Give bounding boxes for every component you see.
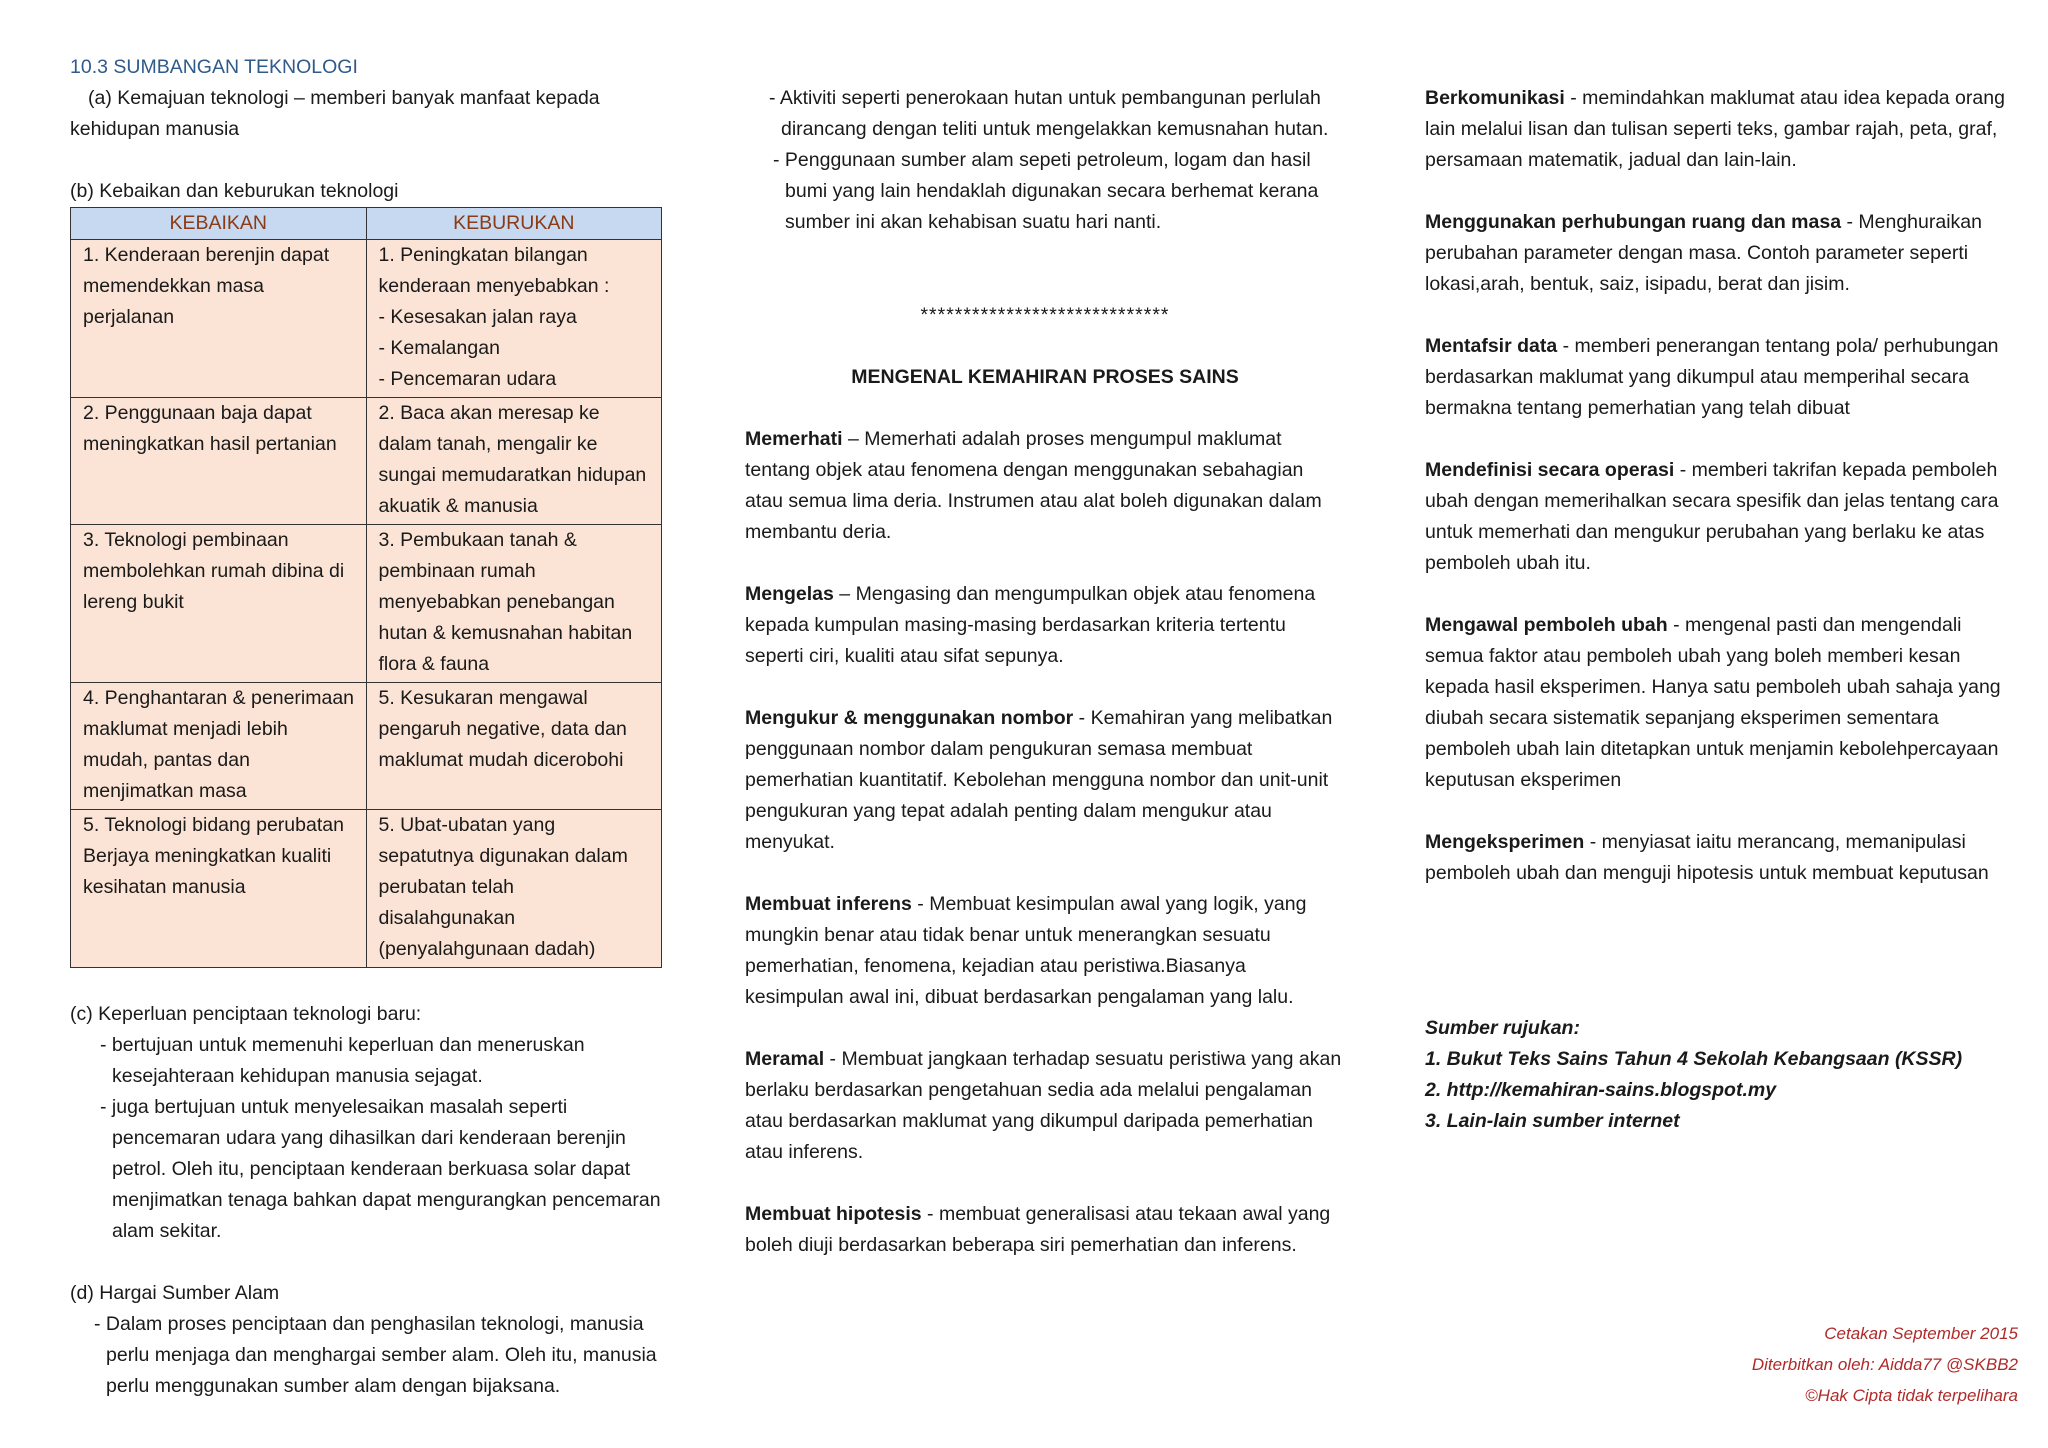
skill-desc: memberi takrifan kepada pemboleh ubah dengan memerihalkan secara spesifik dan jelas tentang cara untuk memerhati dan mengukur perubahan yang berlaku ke atas pemboleh ubah itu.: [1425, 459, 1999, 574]
skill-desc: membuat generalisasi atau tekaan awal yang boleh diuji berdasarkan beberapa siri pemerhatian dan inferens.: [745, 1203, 1331, 1256]
point-d-heading: (d) Hargai Sumber Alam: [70, 1282, 280, 1304]
column-right: [1425, 52, 2025, 1137]
skill-berkomunikasi: Berkomunikasi - memindahkan maklumat atau idea kepada orang lain melalui lisan dan tulisan seperti teks, gambar rajah, peta, graf, persamaan matematik, jadual dan lain-lain.: [1425, 87, 2005, 171]
skill-desc: Mengasing dan mengumpulkan objek atau fenomena kepada kumpulan masing-masing berdasarkan kriteria tertentu seperti ciri, kualiti atau sifat sepunya.: [745, 583, 1316, 667]
skill-term: Mendefinisi secara operasi: [1425, 459, 1675, 481]
table-row: [71, 240, 662, 398]
skill-term: Membuat inferens: [745, 893, 912, 915]
skill-desc: memindahkan maklumat atau idea kepada orang lain melalui lisan dan tulisan seperti teks, gambar rajah, peta, graf, persamaan matematik, jadual dan lain-lain.: [1425, 87, 2005, 171]
cons-line: - Pencemaran udara: [378, 368, 557, 390]
table-header-row: [71, 208, 662, 240]
skill-meramal: Meramal - Membuat jangkaan terhadap sesuatu peristiwa yang akan berlaku berdasarkan pengetahuan sedia ada melalui pengalaman atau berdasarkan maklumat yang dikumpul daripada pemerhatian atau inferens.: [745, 1048, 1342, 1163]
point-c-item: - bertujuan untuk memenuhi keperluan dan meneruskan kesejahteraan kehidupan manusia sejagat.: [100, 1034, 585, 1087]
skill-hipotesis: Membuat hipotesis - membuat generalisasi atau tekaan awal yang boleh diuji berdasarkan beberapa siri pemerhatian dan inferens.: [745, 1203, 1331, 1256]
skill-term: Mengelas: [745, 583, 834, 605]
skill-desc: Membuat kesimpulan awal yang logik, yang mungkin benar atau tidak benar untuk menerangkan sesuatu pemerhatian, fenomena, kejadian atau peristiwa.Biasanya kesimpulan awal ini, dibuat berdasarkan pengalaman yang lalu.: [745, 893, 1307, 1008]
table-row: [71, 683, 662, 810]
natural-resource-item: - Penggunaan sumber alam sepeti petroleum, logam dan hasil bumi yang lain hendaklah digunakan secara berhemat kerana sumber ini akan kehabisan suatu hari nanti.: [773, 149, 1319, 233]
pros-cell: 2. Penggunaan baja dapat meningkatkan hasil pertanian: [71, 398, 367, 525]
skill-term: Mengukur & menggunakan nombor: [745, 707, 1074, 729]
skill-memerhati: Memerhati – Memerhati adalah proses mengumpul maklumat tentang objek atau fenomena dengan menggunakan sebahagian atau semua lima deria. Instrumen atau alat boleh digunakan dalam membantu deria.: [745, 428, 1322, 543]
cons-cell: 2. Baca akan meresap ke dalam tanah, mengalir ke sungai memudaratkan hidupan akuatik & manusia: [366, 398, 662, 525]
point-c-item: - juga bertujuan untuk menyelesaikan masalah seperti pencemaran udara yang dihasilkan dari kenderaan berenjin petrol. Oleh itu, penciptaan kenderaan berkuasa solar dapat menjimatkan tenaga bahkan dapat mengurangkan pencemaran alam sekitar.: [100, 1096, 661, 1242]
skill-mengelas: Mengelas – Mengasing dan mengumpulkan objek atau fenomena kepada kumpulan masing-masing berdasarkan kriteria tertentu seperti ciri, kualiti atau sifat sepunya.: [745, 583, 1316, 667]
cons-cell: 5. Ubat-ubatan yang sepatutnya digunakan dalam perubatan telah disalahgunakan (penyalahgunaan dadah): [366, 810, 662, 968]
reference-item: 3. Lain-lain sumber internet: [1425, 1110, 1680, 1132]
cons-line: - Kemalangan: [378, 337, 500, 359]
skill-desc: Menghuraikan perubahan parameter dengan masa. Contoh parameter seperti lokasi,arah, bentuk, saiz, isipadu, berat dan jisim.: [1425, 211, 1982, 295]
skill-term: Berkomunikasi: [1425, 87, 1565, 109]
skill-mengawal: Mengawal pemboleh ubah - mengenal pasti dan mengendali semua faktor atau pemboleh ubah yang boleh memberi kesan kepada hasil eksperimen. Hanya satu pemboleh ubah sahaja yang diubah secara sistematik sepanjang eksperimen sementara pemboleh ubah lain ditetapkan untuk menjamin kebolehpercayaan keputusan eksperimen: [1425, 614, 2001, 791]
skill-desc: menyiasat iaitu merancang, memanipulasi pemboleh ubah dan menguji hipotesis untuk membuat keputusan: [1425, 831, 1989, 884]
table-header-pros: KEBAIKAN: [71, 208, 367, 240]
skill-desc: mengenal pasti dan mengendali semua faktor atau pemboleh ubah yang boleh memberi kesan kepada hasil eksperimen. Hanya satu pemboleh ubah sahaja yang diubah secara sistematik sepanjang eksperimen sementara pemboleh ubah lain ditetapkan untuk menjamin kebolehpercayaan keputusan eksperimen: [1425, 614, 2001, 791]
skill-mentafsir-data: Mentafsir data - memberi penerangan tentang pola/ perhubungan berdasarkan maklumat yang dikumpul atau memperihal secara bermakna tentang pemerhatian yang telah dibuat: [1425, 335, 1999, 419]
reference-item: 1. Bukut Teks Sains Tahun 4 Sekolah Kebangsaan (KSSR): [1425, 1048, 1963, 1070]
skill-mengeksperimen: Mengeksperimen - menyiasat iaitu merancang, memanipulasi pemboleh ubah dan menguji hipotesis untuk membuat keputusan: [1425, 831, 1989, 884]
cons-line: 1. Peningkatan bilangan kenderaan menyebabkan :: [378, 244, 610, 297]
skill-term: Mengawal pemboleh ubah: [1425, 614, 1668, 636]
skill-term: Mentafsir data: [1425, 335, 1558, 357]
point-b-heading: (b) Kebaikan dan keburukan teknologi: [70, 180, 399, 202]
skill-desc: Membuat jangkaan terhadap sesuatu peristiwa yang akan berlaku berdasarkan pengetahuan sedia ada melalui pengalaman atau berdasarkan maklumat yang dikumpul daripada pemerhatian atau inferens.: [745, 1048, 1342, 1163]
reference-heading: Sumber rujukan:: [1425, 1017, 1580, 1039]
skill-desc: Kemahiran yang melibatkan penggunaan nombor dalam pengukuran semasa membuat pemerhatian kuantitatif. Kebolehan mengguna nombor dan unit-unit pengukuran yang tepat adalah penting dalam mengukur atau menyukat.: [745, 707, 1333, 853]
cons-line: - Kesesakan jalan raya: [378, 306, 577, 328]
footer-print-date: Cetakan September 2015: [1824, 1324, 2018, 1343]
skill-desc: Memerhati adalah proses mengumpul maklumat tentang objek atau fenomena dengan menggunakan sebahagian atau semua lima deria. Instrumen atau alat boleh digunakan dalam membantu deria.: [745, 428, 1322, 543]
print-footer: [1752, 1318, 2018, 1411]
column-middle: [745, 52, 1345, 1261]
footer-publisher: Diterbitkan oleh: Aidda77 @SKBB2: [1751, 1355, 2018, 1374]
skill-term: Meramal: [745, 1048, 825, 1070]
footer-copyright: ©Hak Cipta tidak terpelihara: [1805, 1386, 2018, 1405]
table-row: [71, 810, 662, 968]
separator-stars: *****************************: [920, 304, 1170, 326]
table-header-cons: KEBURUKAN: [366, 208, 662, 240]
point-a-line1: (a) Kemajuan teknologi – memberi banyak manfaat kepada: [88, 87, 600, 109]
pros-cell: 3. Teknologi pembinaan membolehkan rumah dibina di lereng bukit: [71, 525, 367, 683]
skill-term: Memerhati: [745, 428, 843, 450]
column-left: [70, 52, 670, 1402]
pros-cell: 4. Penghantaran & penerimaan maklumat menjadi lebih mudah, pantas dan menjimatkan masa: [71, 683, 367, 810]
cons-cell: [366, 240, 662, 398]
cons-cell: 5. Kesukaran mengawal pengaruh negative, data dan maklumat mudah dicerobohi: [366, 683, 662, 810]
point-a-line2: kehidupan manusia: [70, 118, 240, 140]
skill-desc: memberi penerangan tentang pola/ perhubungan berdasarkan maklumat yang dikumpul atau memperihal secara bermakna tentang pemerhatian yang telah dibuat: [1425, 335, 1999, 419]
skill-term: Menggunakan perhubungan ruang dan masa: [1425, 211, 1842, 233]
skill-term: Mengeksperimen: [1425, 831, 1585, 853]
skill-ruang-masa: Menggunakan perhubungan ruang dan masa - Menghuraikan perubahan parameter dengan masa. Contoh parameter seperti lokasi,arah, bentuk, saiz, isipadu, berat dan jisim.: [1425, 211, 1982, 295]
skill-mengukur: Mengukur & menggunakan nombor - Kemahiran yang melibatkan penggunaan nombor dalam pengukuran semasa membuat pemerhatian kuantitatif. Kebolehan mengguna nombor dan unit-unit pengukuran yang tepat adalah penting dalam mengukur atau menyukat.: [745, 707, 1333, 853]
table-row: [71, 525, 662, 683]
point-d-item: - Dalam proses penciptaan dan penghasilan teknologi, manusia perlu menjaga dan menghargai sember alam. Oleh itu, manusia perlu menggunakan sumber alam dengan bijaksana.: [94, 1313, 657, 1397]
pros-cell: 5. Teknologi bidang perubatan Berjaya meningkatkan kualiti kesihatan manusia: [71, 810, 367, 968]
skill-inferens: Membuat inferens - Membuat kesimpulan awal yang logik, yang mungkin benar atau tidak benar untuk menerangkan sesuatu pemerhatian, fenomena, kejadian atau peristiwa.Biasanya kesimpulan awal ini, dibuat berdasarkan pengalaman yang lalu.: [745, 893, 1307, 1008]
pros-cons-table: [70, 207, 662, 968]
skill-mendefinisi: Mendefinisi secara operasi - memberi takrifan kepada pemboleh ubah dengan memerihalkan secara spesifik dan jelas tentang cara untuk memerhati dan mengukur perubahan yang berlaku ke atas pemboleh ubah itu.: [1425, 459, 1999, 574]
natural-resource-item: - Aktiviti seperti penerokaan hutan untuk pembangunan perlulah dirancang dengan teliti untuk mengelakkan kemusnahan hutan.: [769, 87, 1329, 140]
section-title: 10.3 SUMBANGAN TEKNOLOGI: [70, 56, 358, 78]
pros-cell: 1. Kenderaan berenjin dapat memendekkan masa perjalanan: [71, 240, 367, 398]
reference-item: 2. http://kemahiran-sains.blogspot.my: [1425, 1079, 1777, 1101]
skill-term: Membuat hipotesis: [745, 1203, 922, 1225]
cons-cell: 3. Pembukaan tanah & pembinaan rumah menyebabkan penebangan hutan & kemusnahan habitan flora & fauna: [366, 525, 662, 683]
table-row: [71, 398, 662, 525]
point-c-heading: (c) Keperluan penciptaan teknologi baru:: [70, 1003, 422, 1025]
science-skills-heading: MENGENAL KEMAHIRAN PROSES SAINS: [851, 366, 1239, 388]
